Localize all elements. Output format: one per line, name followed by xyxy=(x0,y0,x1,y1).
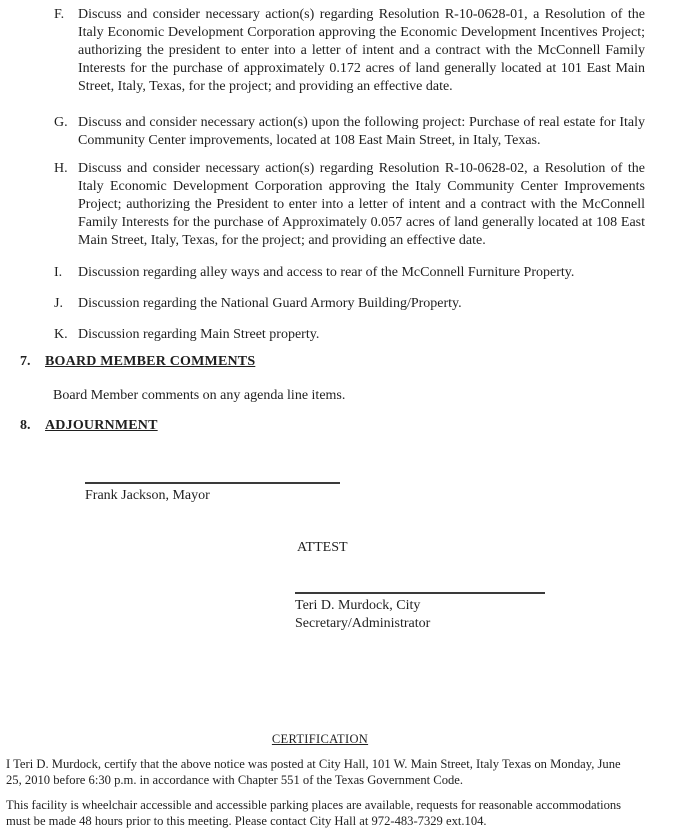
section-title: BOARD MEMBER COMMENTS xyxy=(45,354,256,369)
section-heading-adjournment xyxy=(20,417,684,435)
agenda-item-k xyxy=(54,326,645,344)
item-text: Discuss and consider necessary action(s) regarding Resolution R-10-0628-01, a Resolution of the Italy Economic Development Corporation approving the Economic Development Incentives Project; authorizing the president to enter into a letter of intent and a contract with the McConnell Family Interests for the purchase of approximately 0.172 acres of land generally located at 101 East Main Street, Italy, Texas, for the project; and providing an effective date. xyxy=(78,7,645,94)
agenda-item-f xyxy=(54,6,645,96)
section-title: ADJOURNMENT xyxy=(45,418,158,433)
item-text: Discussion regarding alley ways and access to rear of the McConnell Furniture Property. xyxy=(78,265,575,280)
item-text: Discussion regarding Main Street property. xyxy=(78,327,320,342)
agenda-item-g xyxy=(54,114,645,150)
item-text: Discussion regarding the National Guard Armory Building/Property. xyxy=(78,296,462,311)
item-letter: G. xyxy=(54,115,68,130)
secretary-signature-block xyxy=(295,592,545,633)
item-text: Discuss and consider necessary action(s) upon the following project: Purchase of real estate for Italy Community Center improvements, located at 108 East Main Street, in Italy, Texas. xyxy=(78,115,645,148)
certification-heading: CERTIFICATION xyxy=(271,732,369,746)
board-comments-note: Board Member comments on any agenda line items. xyxy=(53,388,346,403)
item-letter: J. xyxy=(54,296,63,311)
certification-heading-row xyxy=(0,730,640,748)
section-number: 7. xyxy=(20,354,31,369)
item-text: Discuss and consider necessary action(s) regarding Resolution R-10-0628-02, a Resolution of the Italy Economic Development Corporation approving the Italy Community Center Improvements Project; authorizing the President to enter into a letter of intent and a contract with the McConnell Family Interests for the purchase of Approximately 0.057 acres of land generally located at 108 East Main Street, Italy, Texas, for the project; and providing an effective date. xyxy=(78,161,645,248)
item-letter: I. xyxy=(54,265,63,280)
agenda-item-i xyxy=(54,264,645,282)
section-number: 8. xyxy=(20,418,31,433)
agenda-item-j xyxy=(54,295,645,313)
secretary-signature-name: Teri D. Murdock, City Secretary/Administrator xyxy=(295,598,431,631)
mayor-signature-name: Frank Jackson, Mayor xyxy=(85,488,210,503)
item-letter: H. xyxy=(54,161,68,176)
item-letter: K. xyxy=(54,327,68,342)
mayor-signature-block xyxy=(85,482,340,505)
agenda-item-h xyxy=(54,160,645,250)
section-heading-board-member-comments xyxy=(20,353,684,371)
attest-label: ATTEST xyxy=(297,540,348,555)
accessibility-notice: This facility is wheelchair accessible and accessible parking places are available, requests for reasonable accommodations must be made 48 hours prior to this meeting. Please contact City Hall at 972-483-7329 ext.104. xyxy=(6,798,622,828)
agenda-list xyxy=(0,0,684,344)
item-letter: F. xyxy=(54,7,65,22)
certification-text: I Teri D. Murdock, certify that the above notice was posted at City Hall, 101 W. Main Street, Italy Texas on Monday, June 25, 2010 before 6:30 p.m. in accordance with Chapter 551 of the Texas Government Code. xyxy=(6,757,621,787)
